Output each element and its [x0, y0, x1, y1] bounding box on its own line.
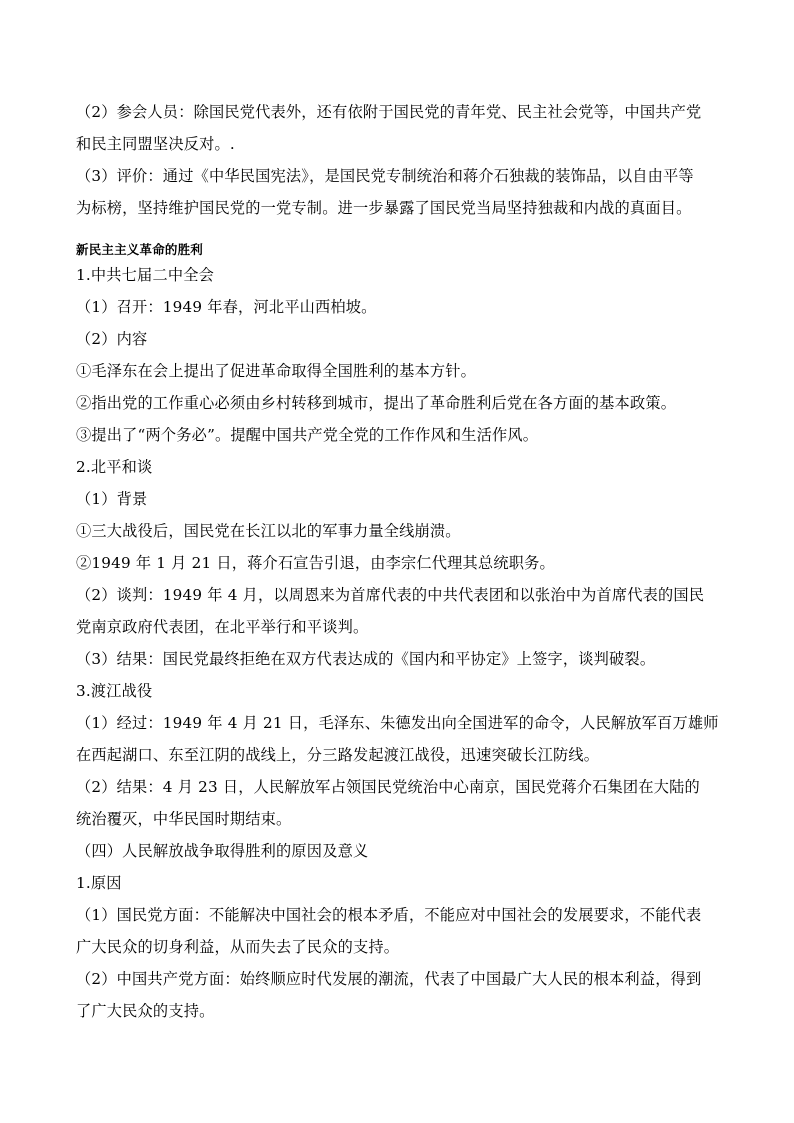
- paragraph-line: （3）结果：国民党最终拒绝在双方代表达成的《国内和平协定》上签字，谈判破裂。: [76, 650, 656, 668]
- paragraph-line: ②指出党的工作重心必须由乡村转移到城市，提出了革命胜利后党在各方面的基本政策。: [76, 394, 677, 412]
- paragraph-line: （1）经过：1949 年 4 月 21 日，毛泽东、朱德发出向全国进军的命令，人民解放军百万雄师: [76, 714, 719, 732]
- paragraph-line: 和民主同盟坚决反对。.: [76, 135, 235, 153]
- subheading-line: （四）人民解放战争取得胜利的原因及意义: [76, 842, 369, 860]
- paragraph-line: 了广大民众的支持。: [76, 1002, 215, 1020]
- paragraph-line: 统治覆灭，中华民国时期结束。: [76, 810, 292, 828]
- paragraph-line: （2）中国共产党方面：始终顺应时代发展的潮流，代表了中国最广大人民的根本利益，得到: [76, 970, 702, 988]
- subheading-line: 3.渡江战役: [76, 682, 153, 700]
- paragraph-line: 党南京政府代表团，在北平举行和平谈判。: [76, 618, 369, 636]
- section-heading: 新民主主义革命的胜利: [76, 242, 204, 257]
- paragraph-line: ③提出了“两个务必”。提醒中国共产党全党的工作作风和生活作风。: [76, 426, 539, 444]
- paragraph-line: 广大民众的切身利益，从而失去了民众的支持。: [76, 938, 400, 956]
- paragraph-line: （2）谈判：1949 年 4 月，以周恩来为首席代表的中共代表团和以张治中为首席代表的国民: [76, 586, 705, 604]
- paragraph-line: （2）内容: [76, 330, 148, 348]
- paragraph-line: （2）结果：4 月 23 日，人民解放军占领国民党统治中心南京，国民党蒋介石集团在大陆的: [76, 778, 700, 796]
- subheading-line: 1.中共七届二中全会: [76, 266, 214, 284]
- paragraph-line: （3）评价：通过《中华民国宪法》，是国民党专制统治和蒋介石独裁的装饰品，以自由平等: [76, 167, 694, 185]
- paragraph-line: 为标榜，坚持维护国民党的一党专制。进一步暴露了国民党当局坚持独裁和内战的真面目。: [76, 199, 692, 217]
- paragraph-line: 在西起湖口、东至江阴的战线上，分三路发起渡江战役，迅速突破长江防线。: [76, 746, 600, 764]
- paragraph-line: （1）背景: [76, 490, 148, 508]
- paragraph-line: ②1949 年 1 月 21 日，蒋介石宣告引退，由李宗仁代理其总统职务。: [76, 554, 555, 572]
- subheading-line: 2.北平和谈: [76, 458, 153, 476]
- paragraph-line: （2）参会人员：除国民党代表外，还有依附于国民党的青年党、民主社会党等，中国共产党: [76, 103, 702, 121]
- subheading-line: 1.原因: [76, 874, 122, 892]
- paragraph-line: ①三大战役后，国民党在长江以北的军事力量全线崩溃。: [76, 522, 461, 540]
- paragraph-line: ①毛泽东在会上提出了促进革命取得全国胜利的基本方针。: [76, 362, 477, 380]
- paragraph-line: （1）国民党方面：不能解决中国社会的根本矛盾，不能应对中国社会的发展要求，不能代表: [76, 906, 702, 924]
- paragraph-line: （1）召开：1949 年春，河北平山西柏坡。: [76, 298, 377, 316]
